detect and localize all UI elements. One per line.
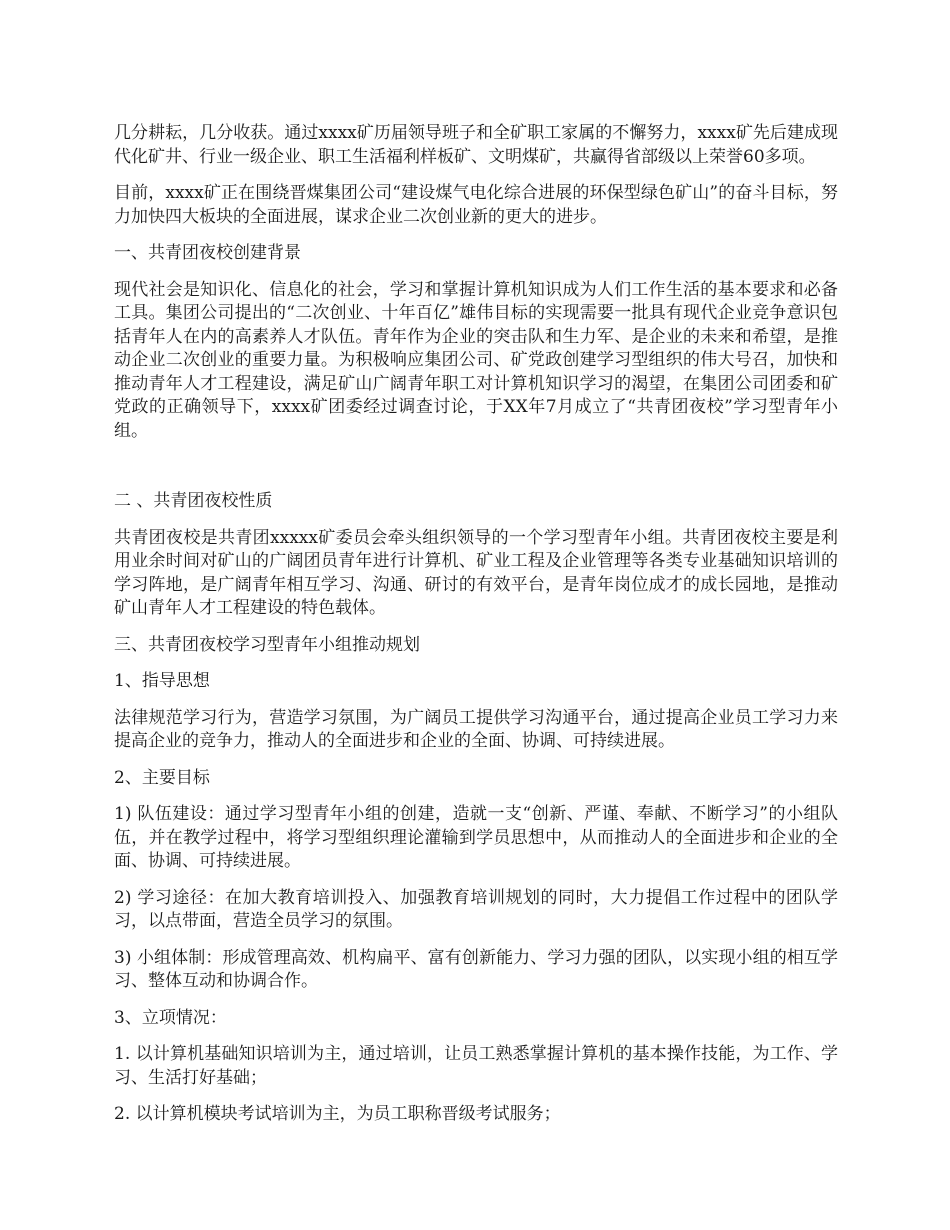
list-item-group-system: 3) 小组体制：形成管理高效、机构扁平、富有创新能力、学习力强的团队，以实现小组的相互学习、整体互动和协调合作。 bbox=[114, 947, 838, 991]
subheading-main-goals: 2、主要目标 bbox=[114, 767, 210, 788]
document-body bbox=[114, 122, 838, 1140]
paragraph-current-goal: 目前，xxxx矿正在围绕晋煤集团公司“建设煤气电化综合进展的环保型绿色矿山”的奋斗目标，努力加快四大板块的全面进展，谋求企业二次创业新的更大的进步。 bbox=[114, 183, 838, 227]
subheading-project-status: 3、立项情况： bbox=[114, 1007, 227, 1028]
section-spacer bbox=[114, 456, 838, 490]
section-heading-plan: 三、共青团夜校学习型青年小组推动规划 bbox=[114, 634, 420, 655]
list-item-computer-basics: 1. 以计算机基础知识培训为主，通过培训，让员工熟悉掌握计算机的基本操作技能，为工作、学习、生活打好基础； bbox=[114, 1044, 838, 1088]
subheading-guiding-idea: 1、指导思想 bbox=[114, 671, 210, 691]
paragraph-guiding-idea: 法律规范学习行为，营造学习氛围，为广阔员工提供学习沟通平台，通过提高企业员工学习力来提高企业的竞争力，推动人的全面进步和企业的全面、协调、可持续进展。 bbox=[114, 707, 838, 751]
paragraph-achievements: 几分耕耘，几分收获。通过xxxx矿历届领导班子和全矿职工家属的不懈努力，xxxx矿先后建成现代化矿井、行业一级企业、职工生活福利样板矿、文明煤矿，共赢得省部级以上荣誉60多项。 bbox=[114, 123, 838, 167]
list-item-module-exam: 2. 以计算机模块考试培训为主，为员工职称晋级考试服务； bbox=[114, 1104, 561, 1124]
paragraph-background: 现代社会是知识化、信息化的社会，学习和掌握计算机知识成为人们工作生活的基本要求和必备工具。集团公司提出的“二次创业、十年百亿”雄伟目标的实现需要一批具有现代企业竞争意识包括青年人在内的高素养人才队伍。青年作为企业的突击队和生力军、是企业的未来和希望，是推动企业二次创业的重要力量。为积极响应集团公司、矿党政创建学习型组织的伟大号召，加快和推动青年人才工程建设，满足矿山广阔青年职工对计算机知识学习的渴望，在集团公司团委和矿党政的正确领导下，xxxx矿团委经过调查讨论，于XX年7月成立了“共青团夜校”学习型青年小组。 bbox=[114, 279, 838, 441]
list-item-team-building: 1) 队伍建设：通过学习型青年小组的创建，造就一支“创新、严谨、奉献、不断学习”的小组队伍，并在教学过程中，将学习型组织理论灌输到学员思想中，从而推动人的全面进步和企业的全面、协调、可持续进展。 bbox=[114, 804, 838, 871]
section-heading-background: 一、共青团夜校创建背景 bbox=[114, 243, 301, 263]
paragraph-nature: 共青团夜校是共青团xxxxx矿委员会牵头组织领导的一个学习型青年小组。共青团夜校主要是利用业余时间对矿山的广阔团员青年进行计算机、矿业工程及企业管理等各类专业基础知识培训的学习阵地，是广阔青年相互学习、沟通、研讨的有效平台，是青年岗位成才的成长园地，是推动矿山青年人才工程建设的特色载体。 bbox=[114, 527, 838, 618]
list-item-learning-approach: 2) 学习途径：在加大教育培训投入、加强教育培训规划的同时，大力提倡工作过程中的团队学习，以点带面，营造全员学习的氛围。 bbox=[114, 887, 838, 931]
section-heading-nature: 二 、共青团夜校性质 bbox=[114, 491, 273, 511]
